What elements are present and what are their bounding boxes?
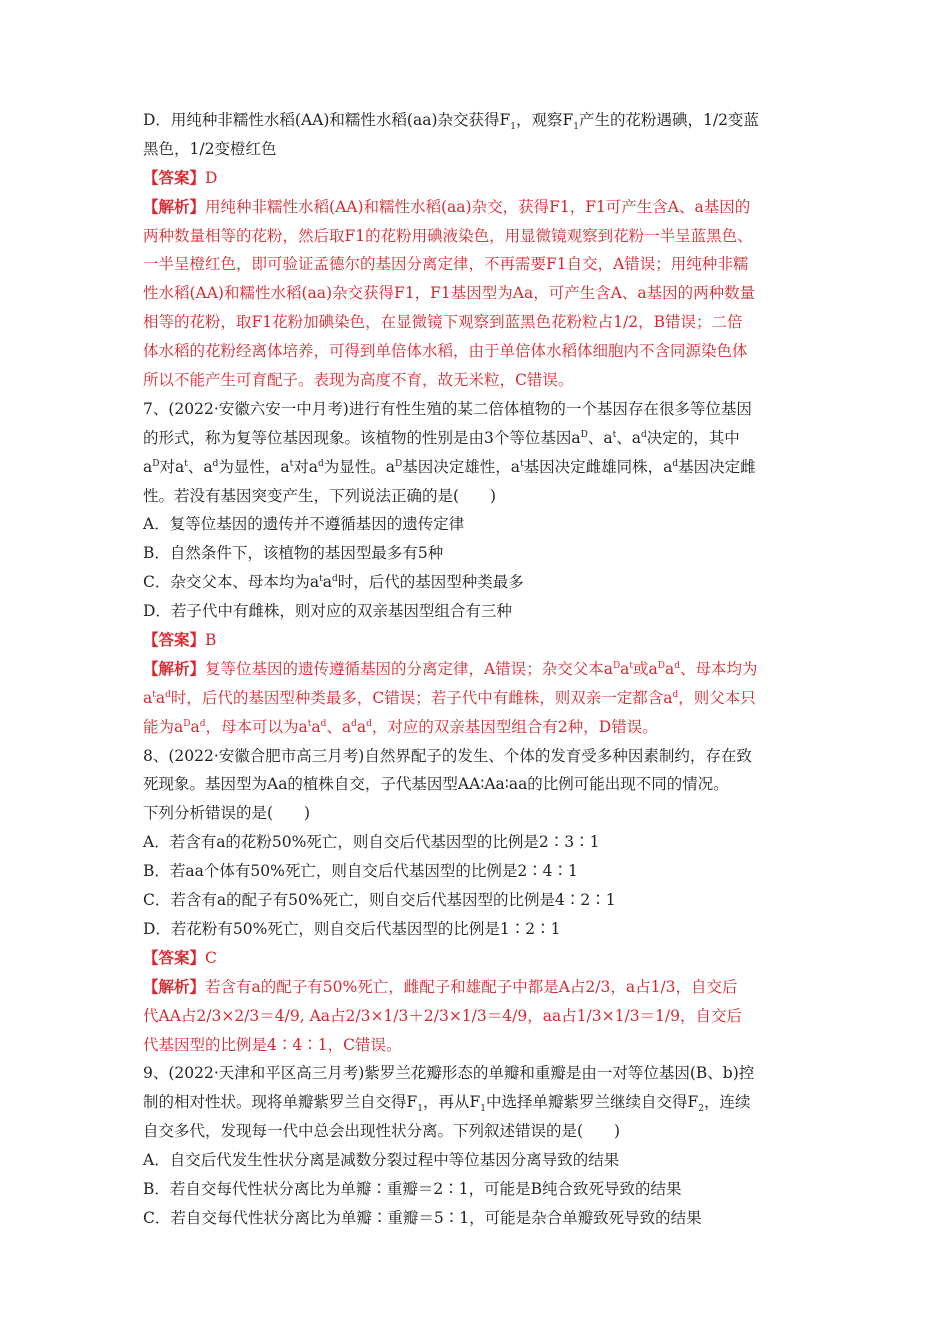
q6-analysis-line: 相等的花粉，取F1花粉加碘染色，在显微镜下观察到蓝黑色花粉粒占1/2，B错误；二倍 xyxy=(143,313,743,332)
q6-analysis-line: 一半呈橙红色，即可验证孟德尔的基因分离定律，不再需要F1自交，A错误；用纯种非糯 xyxy=(143,255,749,274)
q8-option-b: B．若aa个体有50%死亡，则自交后代基因型的比例是2∶4∶1 xyxy=(143,862,578,881)
q6-option-d: D．用纯种非糯性水稻(AA)和糯性水稻(aa)杂交获得$F_1$，观察$F_1$产生的花粉遇碘，1/2变蓝 xyxy=(143,111,759,133)
q7-stem: 的形式，称为复等位基因现象。该植物的性别是由3个等位基因$a^D$、$a^t$、$a^d$决定的，其中 xyxy=(143,428,740,447)
q8-stem: 8、(2022·安徽合肥市高三月考)自然界配子的发生、个体的发育受多种因素制约，存在致 xyxy=(143,746,752,765)
q6-analysis-line: 【解析】用纯种非糯性水稻(AA)和糯性水稻(aa)杂交，获得F1，F1可产生含A、a基因的 xyxy=(143,196,751,216)
q7-answer: 【答案】B xyxy=(143,630,217,650)
q6-analysis-line: 所以不能产生可育配子。表现为高度不育，故无米粒，C错误。 xyxy=(143,371,574,390)
q9-option-a: A．自交后代发生性状分离是减数分裂过程中等位基因分离导致的结果 xyxy=(143,1151,620,1170)
q8-option-d: D．若花粉有50%死亡，则自交后代基因型的比例是1∶2∶1 xyxy=(143,919,561,938)
q6-answer: 【答案】D xyxy=(143,167,218,187)
q8-option-a: A．若含有a的花粉50%死亡，则自交后代基因型的比例是2∶3∶1 xyxy=(143,833,600,852)
q7-stem: $a^D$对$a^t$、$a^d$为显性，$a^t$对$a^d$为显性。$a^D$基因决定雄性，$a^t$基因决定雌雄同株，$a^d$基因决定雌 xyxy=(143,457,756,476)
q7-option-d: D．若子代中有雌株，则对应的双亲基因型组合有三种 xyxy=(143,602,512,621)
q8-stem: 死现象。基因型为Aa的植株自交，子代基因型AA∶Aa∶aa的比例可能出现不同的情况。 xyxy=(143,775,729,794)
document-page xyxy=(143,106,813,1233)
q9-stem: 自交多代，发现每一代中总会出现性状分离。下列叙述错误的是( ) xyxy=(143,1122,621,1141)
q9-stem: 制的相对性状。现将单瓣紫罗兰自交得$F_1$，再从$F_1$中选择单瓣紫罗兰继续自交得$F_2$，连续 xyxy=(143,1093,751,1115)
q6-analysis-line: 性水稻(AA)和糯性水稻(aa)杂交获得F1，F1基因型为Aa，可产生含A、a基因的两种数量 xyxy=(143,284,756,303)
q6-analysis-line: 两种数量相等的花粉，然后取F1的花粉用碘液染色，用显微镜观察到花粉一半呈蓝黑色、 xyxy=(143,226,753,245)
q8-analysis-line: 【解析】若含有a的配子有50%死亡，雌配子和雄配子中都是A占2/3，a占1/3，自交后 xyxy=(143,976,738,996)
q8-option-c: C．若含有a的配子有50%死亡，则自交后代基因型的比例是4∶2∶1 xyxy=(143,891,616,910)
q6-option-d-cont: 黑色，1/2变橙红色 xyxy=(143,139,277,158)
q9-stem: 9、(2022·天津和平区高三月考)紫罗兰花瓣形态的单瓣和重瓣是由一对等位基因(B、b)控 xyxy=(143,1064,755,1083)
q7-option-a: A．复等位基因的遗传并不遵循基因的遗传定律 xyxy=(143,515,465,534)
q7-stem: 7、(2022·安徽六安一中月考)进行有性生殖的某二倍体植物的一个基因存在很多等位基因 xyxy=(143,399,752,418)
q7-stem: 性。若没有基因突变产生，下列说法正确的是( ) xyxy=(143,486,497,505)
q8-analysis-line: 代基因型的比例是4∶4∶1，C错误。 xyxy=(143,1035,402,1054)
q8-answer: 【答案】C xyxy=(143,947,217,967)
q8-analysis-line: 代AA占2/3×2/3＝4/9, Aa占2/3×1/3＋2/3×1/3＝4/9，aa占1/3×1/3＝1/9，自交后 xyxy=(143,1006,743,1025)
q6-analysis-line: 体水稻的花粉经离体培养，可得到单倍体水稻，由于单倍体水稻体细胞内不含同源染色体 xyxy=(143,342,748,361)
q7-analysis-line: 能为$a^Da^d$，母本可以为$a^ta^d$、$a^da^d$，对应的双亲基因型组合有2种，D错误。 xyxy=(143,717,658,736)
q9-option-c: C．若自交每代性状分离比为单瓣∶重瓣＝5∶1，可能是杂合单瓣致死导致的结果 xyxy=(143,1208,702,1227)
q7-option-c: C．杂交父本、母本均为$a^ta^d$时，后代的基因型种类最多 xyxy=(143,573,524,592)
q7-option-b: B．自然条件下，该植物的基因型最多有5种 xyxy=(143,544,444,563)
q7-analysis-line: 【解析】复等位基因的遗传遵循基因的分离定律，A错误；杂交父本$a^Da^t$或$a^Da^d$、母本均为 xyxy=(143,658,758,678)
q9-option-b: B．若自交每代性状分离比为单瓣∶重瓣＝2∶1，可能是B纯合致死导致的结果 xyxy=(143,1179,682,1198)
q8-stem: 下列分析错误的是( ) xyxy=(143,804,311,823)
q7-analysis-line: $a^ta^d$时，后代的基因型种类最多，C错误；若子代中有雌株，则双亲一定都含$a^d$，则父本只 xyxy=(143,688,756,707)
